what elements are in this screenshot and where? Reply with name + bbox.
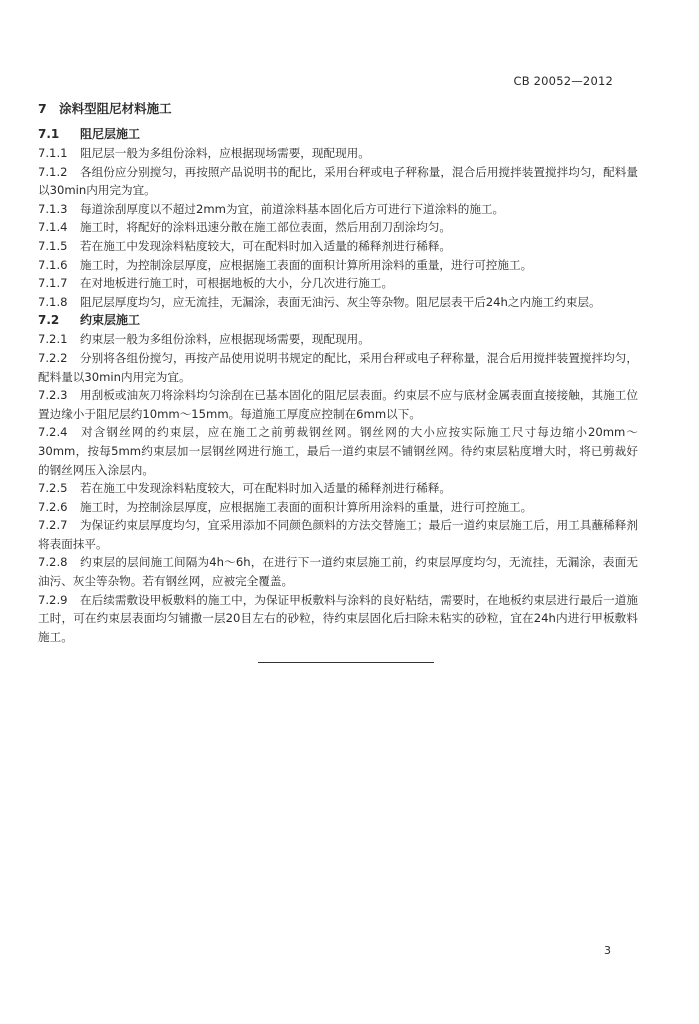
- clause-7-1-2: [38, 163, 638, 200]
- clause-7-2-1: [38, 330, 638, 349]
- page-number: 3: [604, 944, 611, 957]
- clause-number: 7.1.6: [38, 257, 68, 272]
- clause-text: 在后续需敷设甲板敷料的施工中，为保证甲板敷料与涂料的良好粘结，需要时，在地板约束层进行最后一道施工时，可在约束层表面均匀铺撒一层20目左右的砂粒，待约束层固化后扫除未粘实的砂粒，宜在24h内进行甲板敷料施工。: [38, 592, 638, 644]
- clause-text: 约束层一般为多组份涂料，应根据现场需要，现配现用。: [80, 332, 370, 347]
- subsection-heading-1: [38, 125, 638, 144]
- subsection-number: 7.1: [38, 127, 60, 141]
- clause-text: 为保证约束层厚度均匀，宜采用添加不同颜色颜料的方法交替施工；最后一道约束层施工后，用工具蘸稀释剂将表面抹平。: [38, 518, 638, 551]
- section-heading: [38, 99, 638, 119]
- clause-7-2-8: [38, 553, 638, 590]
- clause-7-1-7: [38, 274, 638, 293]
- clause-text: 施工时，为控制涂层厚度，应根据施工表面的面积计算所用涂料的重量，进行可控施工。: [80, 499, 533, 514]
- clause-7-2-6: [38, 498, 638, 517]
- subsection-number: 7.2: [38, 313, 60, 328]
- clause-7-1-5: [38, 237, 638, 256]
- clause-text: 每道涂刮厚度以不超过2mm为宜，前道涂料基本固化后方可进行下道涂料的施工。: [80, 201, 505, 216]
- clause-text: 阻尼层一般为多组份涂料，应根据现场需要，现配现用。: [80, 146, 370, 160]
- clause-number: 7.2.9: [38, 592, 68, 607]
- clause-number: 7.1.2: [38, 164, 68, 179]
- subsection-2-list: [38, 330, 638, 646]
- clause-text: 各组份应分别搅匀，再按照产品说明书的配比，采用台秤或电子秤称量，混合后用搅拌装置搅拌均匀，配料量以30min内用完为宜。: [38, 164, 638, 198]
- clause-number: 7.1.3: [38, 201, 68, 216]
- subsection-title: 阻尼层施工: [80, 127, 141, 141]
- clause-7-2-2: [38, 349, 638, 386]
- clause-7-2-5: [38, 479, 638, 498]
- clause-text: 若在施工中发现涂料粘度较大，可在配料时加入适量的稀释剂进行稀释。: [80, 481, 452, 496]
- clause-number: 7.2.7: [38, 518, 68, 533]
- clause-text: 阻尼层厚度均匀，应无流挂，无漏涂，表面无油污、灰尘等杂物。阻尼层表干后24h之内施工约束层。: [80, 294, 601, 309]
- document-body: [38, 99, 638, 646]
- end-rule: [258, 662, 434, 663]
- standard-code: CB 20052—2012: [513, 74, 613, 88]
- clause-7-2-3: [38, 386, 638, 423]
- clause-7-2-9: [38, 591, 638, 647]
- clause-number: 7.2.2: [38, 350, 68, 365]
- clause-7-1-3: [38, 200, 638, 219]
- clause-text: 施工时，将配好的涂料迅速分散在施工部位表面，然后用刮刀刮涂均匀。: [80, 220, 452, 235]
- clause-number: 7.2.5: [38, 481, 68, 496]
- clause-number: 7.2.8: [38, 555, 68, 570]
- clause-number: 7.1.1: [38, 146, 68, 160]
- clause-7-1-1: [38, 144, 638, 163]
- clause-text: 若在施工中发现涂料粘度较大，可在配料时加入适量的稀释剂进行稀释。: [80, 238, 452, 253]
- clause-text: 约束层的层间施工间隔为4h～6h，在进行下一道约束层施工前，约束层厚度均匀，无流挂，无漏涂，表面无油污、灰尘等杂物。若有钢丝网，应被完全覆盖。: [38, 555, 638, 589]
- clause-text: 施工时，为控制涂层厚度，应根据施工表面的面积计算所用涂料的重量，进行可控施工。: [80, 257, 533, 272]
- clause-text: 在对地板进行施工时，可根据地板的大小，分几次进行施工。: [80, 276, 394, 291]
- clause-7-2-7: [38, 516, 638, 553]
- clause-7-1-4: [38, 218, 638, 237]
- clause-number: 7.1.7: [38, 276, 68, 291]
- clause-text: 用刮板或油灰刀将涂料均匀涂刮在已基本固化的阻尼层表面。约束层不应与底材金属表面直接接触，其施工位置边缘小于阻尼层约10mm～15mm。每道施工厚度应控制在6mm以下。: [38, 388, 638, 421]
- clause-number: 7.2.6: [38, 499, 68, 514]
- section-title: 涂料型阻尼材料施工: [59, 101, 172, 116]
- clause-text: 对含钢丝网的约束层，应在施工之前剪裁钢丝网。钢丝网的大小应按实际施工尺寸每边缩小20mm～30mm，按每5mm约束层加一层钢丝网进行施工，最后一道约束层不铺钢丝网。待约束层粘度增大时，将已剪裁好的钢丝网压入涂层内。: [38, 425, 638, 477]
- clause-number: 7.2.4: [38, 425, 68, 440]
- subsection-heading-2: [38, 311, 638, 330]
- clause-7-1-6: [38, 256, 638, 275]
- clause-text: 分别将各组份搅匀，再按产品使用说明书规定的配比，采用台秤或电子秤称量，混合后用搅拌装置搅拌均匀，配料量以30min内用完为宜。: [38, 350, 638, 384]
- clause-number: 7.1.8: [38, 294, 68, 309]
- clause-number: 7.2.1: [38, 332, 68, 347]
- clause-7-2-4: [38, 423, 638, 479]
- clause-7-1-8: [38, 293, 638, 312]
- subsection-title: 约束层施工: [80, 313, 141, 328]
- clause-number: 7.2.3: [38, 388, 68, 403]
- subsection-1-list: [38, 144, 638, 311]
- clause-number: 7.1.4: [38, 220, 68, 235]
- section-number: 7: [38, 101, 47, 116]
- clause-number: 7.1.5: [38, 238, 68, 253]
